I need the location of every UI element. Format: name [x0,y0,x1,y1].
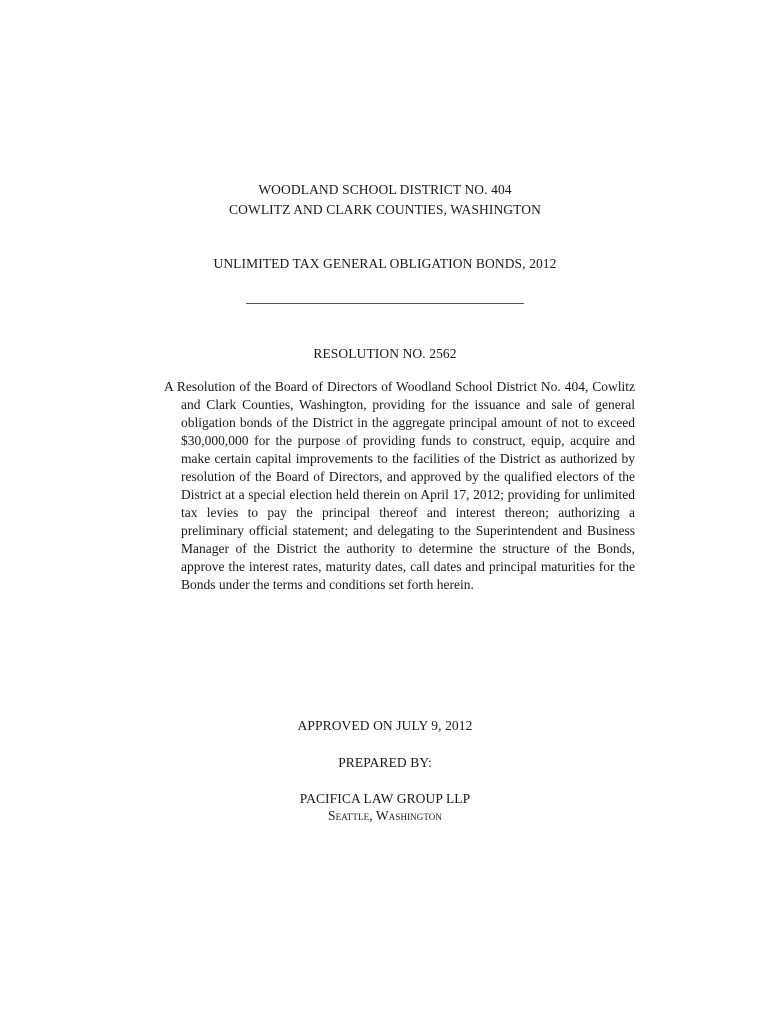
resolution-abstract: A Resolution of the Board of Directors of Woodland School District No. 404, Cowlitz and Clark Counties, Washington, providing for the issuance and sale of general obligation bonds of the District in the aggregate principal amount of not to exceed $30,000,000 for the purpose of providing funds to construct, equip, acquire and make certain capital improvements to the facilities of the District as authorized by resolution of the Board of Directors, and approved by the qualified electors of the District at a special election held therein on April 17, 2012; providing for unlimited tax levies to pay the principal thereof and interest thereon; authorizing a preliminary official statement; and delegating to the Superintendent and Business Manager of the District the authority to determine the structure of the Bonds, approve the interest rates, maturity dates, call dates and principal maturities for the Bonds under the terms and conditions set forth herein. [164,379,635,592]
prepared-by-label: PREPARED BY: [338,755,432,770]
law-firm-name: PACIFICA LAW GROUP LLP [299,791,471,806]
bond-title: UNLIMITED TAX GENERAL OBLIGATION BONDS, 2012 [213,256,557,271]
district-name: WOODLAND SCHOOL DISTRICT NO. 404 [258,182,512,197]
resolution-number: RESOLUTION NO. 2562 [313,346,457,361]
separator-rule [246,303,524,304]
approval-date: APPROVED ON JULY 9, 2012 [297,718,473,733]
counties-line: COWLITZ AND CLARK COUNTIES, WASHINGTON [229,202,541,217]
law-firm-location: Seattle, Washington [328,808,442,823]
